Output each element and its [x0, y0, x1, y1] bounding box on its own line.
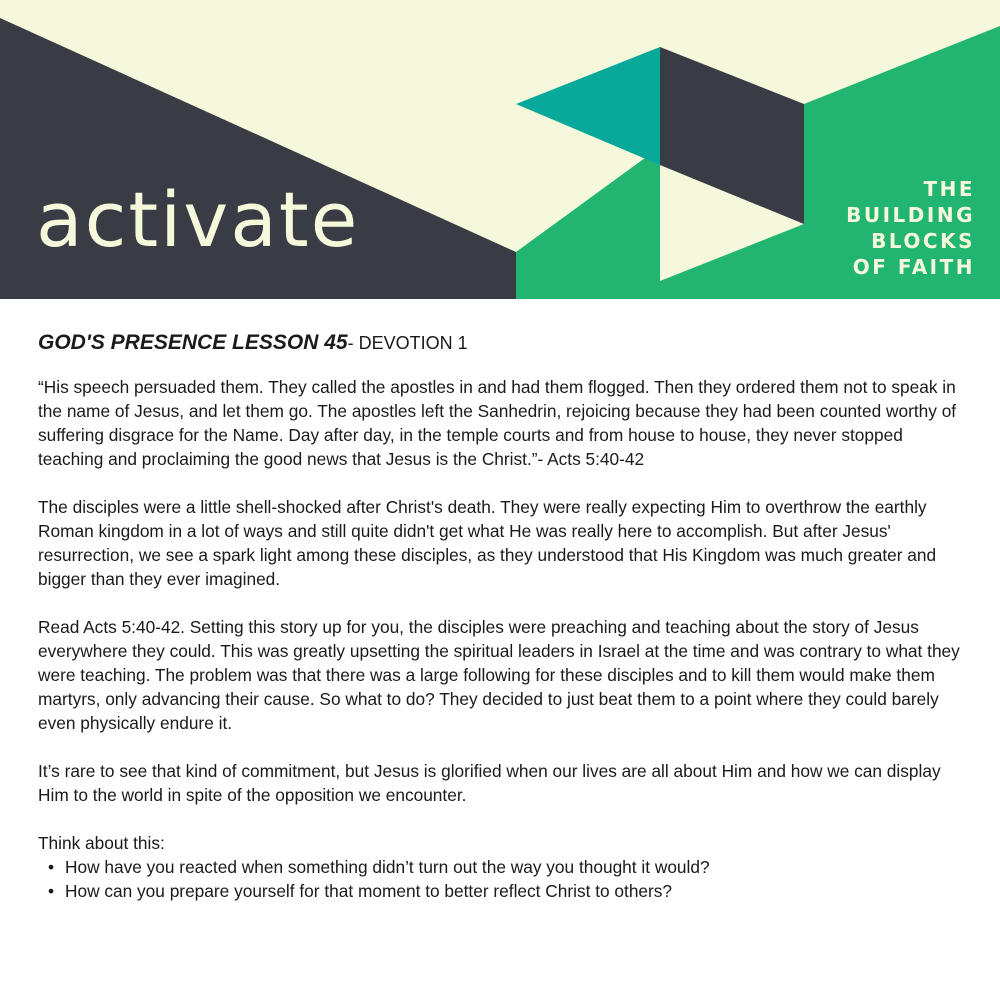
tagline-line: THE	[923, 177, 975, 201]
think-about-title: Think about this:	[38, 833, 165, 853]
body-paragraph: The disciples were a little shell-shocked after Christ's death. They were really expecting Him to overthrow the earthly Roman kingdom in a lot of ways and still quite didn't get what He was really here to accomplish. But after Jesus' resurrection, we see a spark light among these disciples, as they understood that His Kingdom was much greater and bigger than they ever imagined.	[38, 497, 937, 589]
lesson-title: GOD'S PRESENCE LESSON 45	[38, 331, 348, 354]
body-paragraph: Read Acts 5:40-42. Setting this story up for you, the disciples were preaching and teaching about the story of Jesus everywhere they could. This was greatly upsetting the spiritual leaders in Israel at the time and was contrary to what they were teaching. The problem was that there was a large following for these disciples and to kill them would make them martyrs, only advancing their cause. So what to do? They decided to just beat them to a point where they could barely even physically endure it.	[38, 617, 960, 733]
devotion-label: - DEVOTION 1	[347, 333, 468, 353]
devotion-content	[38, 330, 968, 903]
question-list	[38, 855, 968, 903]
scripture-quote: “His speech persuaded them. They called the apostles in and had them flogged. Then they ordered them not to speak in the name of Jesus, and let them go. The apostles left the Sanhedrin, rejoicing because they had been counted worthy of suffering disgrace for the Name. Day after day, in the temple courts and from house to house, they never stopped teaching and proclaiming the good news that Jesus is the Christ.”- Acts 5:40-42	[38, 377, 957, 469]
lesson-heading	[38, 330, 968, 357]
tagline-line: BLOCKS	[871, 229, 975, 253]
tagline-line: BUILDING	[846, 203, 975, 227]
tagline	[846, 176, 975, 280]
question-item: • How can you prepare yourself for that moment to better reflect Christ to others?	[48, 879, 968, 903]
activate-title: activate	[36, 175, 360, 264]
tagline-line: OF FAITH	[852, 255, 975, 279]
header-banner	[0, 0, 1000, 299]
question-item: • How have you reacted when something didn’t turn out the way you thought it would?	[48, 855, 968, 879]
body-paragraph: It’s rare to see that kind of commitment, but Jesus is glorified when our lives are all about Him and how we can display Him to the world in spite of the opposition we encounter.	[38, 761, 941, 805]
